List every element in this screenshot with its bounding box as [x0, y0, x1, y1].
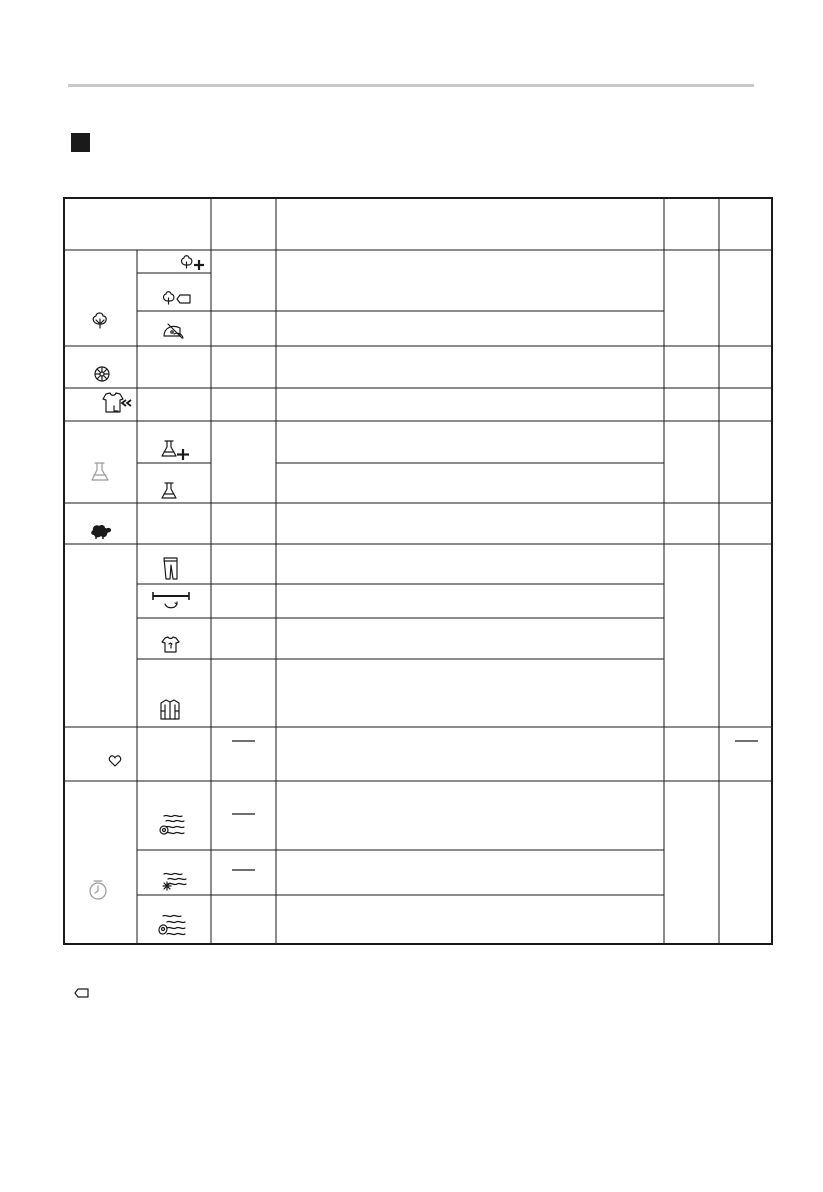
jacket-icon	[161, 700, 179, 719]
synthetics-flower-icon	[95, 367, 109, 381]
flask-programme-icon	[92, 463, 108, 480]
flask-plus-icon	[162, 441, 189, 460]
cotton-icon	[93, 313, 106, 328]
timer-icon	[90, 881, 106, 899]
eco-tag-footnote-icon	[74, 987, 90, 999]
steam-refresh-icon	[160, 815, 184, 834]
shirt-quick-icon	[103, 393, 131, 412]
steam-snow-icon	[163, 873, 186, 890]
dash-marks	[232, 741, 758, 870]
wool-sheep-icon	[91, 525, 111, 539]
cotton-plus-icon	[182, 256, 204, 270]
shirt-icon	[162, 637, 179, 652]
jeans-icon	[164, 558, 177, 579]
flask-icon	[162, 483, 176, 498]
curtain-icon	[153, 592, 189, 608]
steam-allergy-icon	[159, 915, 185, 934]
heart-icon	[109, 756, 120, 766]
easy-iron-icon	[164, 324, 183, 338]
cotton-eco-icon	[164, 292, 190, 304]
